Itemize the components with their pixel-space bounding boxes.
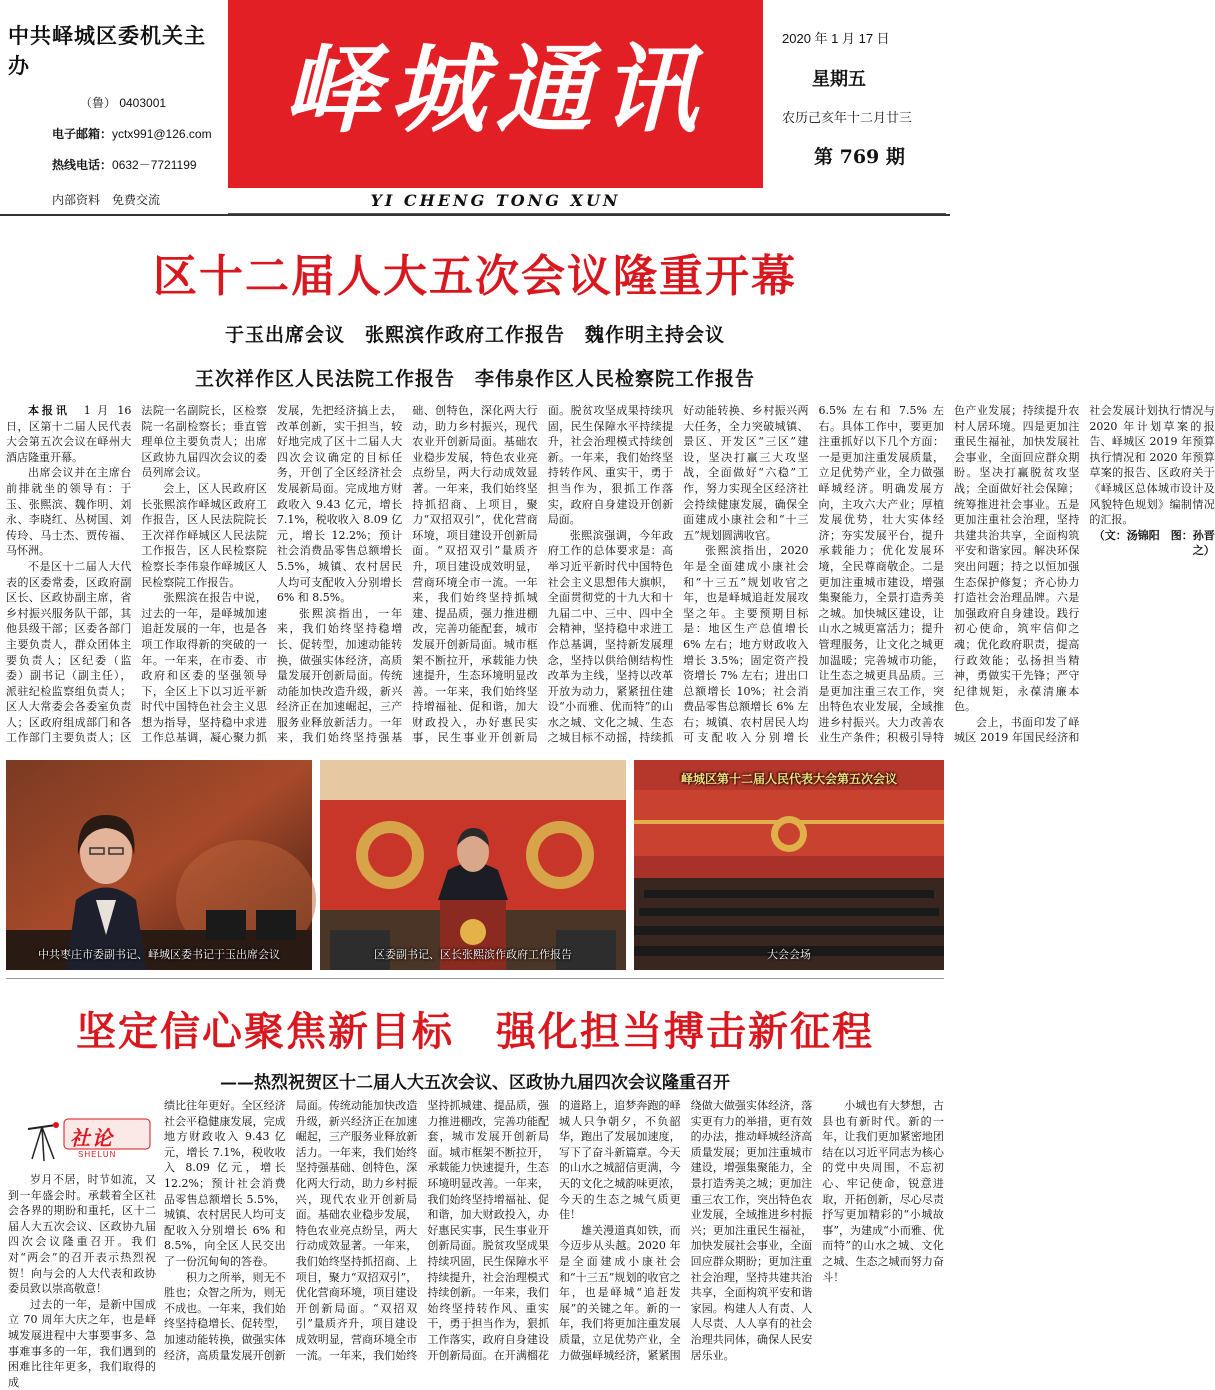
issue-weekday: 星期五 bbox=[812, 69, 866, 90]
email-address: yctx991@126.com bbox=[112, 127, 212, 141]
lead-paragraph: 张熙滨指出，2020 年是全面建成小康社会和“十三五”规划收官之年，也是峄城追赶发展攻坚之年。主要预期目标是：地区生产总值增长 6% 左右；地方财政收入增长 3.5%；固定资产投资增长 7% 左右；进出口总额增长 10%；社会消费品零售总额增长 6% 左右；城镇、农村居民人均可支配收入分别增长 6.5% 左右和 7.5% 左右。具体工作中，要更加注重抓好以下几个方面：一是更加注重发展质量，立足优势产业，全力做强峄城经济。明确发展方向，主攻六大产业；厚植发展优势，壮大实体经济；夯实发展平台，提升承载能力；优化发展环境，全民尊商敬企。二是更加注重城市建设，增强集聚能力，全景打造秀美之城。加快城区建设，让山水之城更富活力；提升管理服务，让文化之城更加温暖；完善城市功能，让生态之城更具品质。三是更加注重三农工作，突出特色农业发展，全域推进乡村振兴。大力改善农业生产条件；积极引导特色产业发展；持续提升农村人居环境。四是更加注重民生福祉，加快发展社会事业，全面回应群众期盼。坚决打赢脱贫攻坚战；全面做好社会保障；统筹推进社会事业。五是更加注重社会治理，坚持共建共治共享，全面构筑平安和谐家园。解决环保突出问题；持之以恒加强生态保护修复；齐心协力打造社会治理品牌。六是加强政府自身建设。践行初心使命，筑牢信仰之魂；优化政府职责，提高行政效能；弘扬担当精神，勇做实干先锋；严守纪律规矩，永葆清廉本色。 bbox=[683, 404, 1080, 745]
lead-subheadline-1: 于玉出席会议 张熙滨作政府工作报告 魏作明主持会议 bbox=[224, 324, 725, 346]
photo-podium-speaker-image bbox=[320, 760, 626, 970]
internal-notice: 内部资料 免费交流 bbox=[52, 193, 161, 207]
lead-paragraph: 张熙滨在报告中说，过去的一年，是峄城加速追赶发展的一年，也是各项工作取得新的突破的一年。一年来，在市委、市政府和区委的坚强领导下，全区上下以习近平新时代中国特色社会主义思想为指导，坚持稳中求进工作总基调，凝心聚力抓发展，先把经济搞上去，改革创新，实干担当，较好地完成了区十二届人大四次会议确定的目标任务，开创了全区经济社会发展新局面。完成地方财政收入 9.43 亿元，增长 7.1%，税收收入 8.09 亿元，增长 12.2%；预计社会消费品零售总额增长 5.5%，城镇、农村居民人均可支配收入分别增长 6% 和 8.5%。 bbox=[141, 404, 403, 745]
photo-yu-yu bbox=[6, 760, 312, 970]
lead-paragraph: 出席会议并在主席台前排就坐的领导有：于玉、张熙滨、魏作明、刘永、李晓红、丛树国、刘传玲、马士杰、贾传福、马怀洲。 bbox=[6, 466, 132, 558]
cn-number: （鲁） 0403001 bbox=[80, 96, 167, 110]
editorial-paragraph: 过去的一年，是新中国成立 70 周年大庆之年，也是峄城发展进程中大事要事多、急事难事多的一年，我们遇到的困难比往年更多，我们取得的成 bbox=[8, 1297, 156, 1389]
photo-banner-3: 峄城区第十二届人民代表大会第五次会议 bbox=[680, 772, 897, 786]
editorial-paragraph: 岁月不居，时节如流，又到一年盛会时。承载着全区社会各界的期盼和重托，区十二届人大五次会议、区政协九届四次会议隆重召开。我们对“两会”的召开表示热烈祝贺！向与会的人大代表和政协委员致以崇高敬意！ bbox=[8, 1173, 156, 1296]
editorial-logo-en: SHELUN bbox=[78, 1150, 117, 1159]
lead-paragraph: 会上，书面印发了峄城区 2019 年国民经济和社会发展计划执行情况与 2020 年计划草案的报告、峄城区 2019 年预算执行情况和 2020 年预算草案的报告、区政府关于《峄城区总体城市设计及风貌特色规划》编制情况的汇报。 bbox=[953, 404, 1215, 745]
editorial-logo-text: 社论 bbox=[70, 1126, 114, 1150]
lunar-date: 农历己亥年十二月廿三 bbox=[782, 110, 913, 125]
editorial-subheadline: ——热烈祝贺区十二届人大五次会议、区政协九届四次会议隆重召开 bbox=[220, 1073, 730, 1093]
lead-paragraph: 不是区十二届人大代表的区委常委，区政府副区长、区政协副主席，省乡村振兴服务队干部，其他县级干部；区委各部门主要负责人，群众团体主要负责人；区纪委（监委）副书记（副主任），派驻纪检监察组负责人；区人大常委会各委室负责人；区政府组成部门和各工作部门主要负责人；区法院一名副院长，区检察院一名副检察长；垂直管理单位主要负责人；出席区政协九届四次会议的委员列席会议。 bbox=[6, 404, 267, 745]
photo-zhang-xibin bbox=[320, 760, 626, 970]
masthead-left-info bbox=[8, 20, 223, 208]
photo-strip bbox=[0, 760, 950, 972]
lead-paragraph: 张熙滨指出，一年来，我们始终坚持稳增长、促转型，加速动能转换，做强实体经济，高质量发展开创新局面。传统动能加快改造升级，新兴经济正在加速崛起，三产服务业释放新活力。一年来，我们始终坚持强基础、创特色，深化两大行动，助力乡村振兴，现代农业开创新局面。基础农业稳步发展，特色农业亮点纷呈，两大行动成效显著。一年来，我们始终坚持抓招商、上项目，聚力“双招双引”，优化营商环境，项目建设开创新局面。“双招双引”量质齐升，项目建设成效明显，营商环境全市一流。一年来，我们始终坚持抓城建、提品质，强力推进棚改，完善功能配套，城市发展开创新局面。城市框架不断拉开，承载能力快速提升，生态环境明显改善。一年来，我们始终坚持增福祉、促和谐，加大财政投入，办好惠民实事，民生事业开创新局面。脱贫攻坚成果持续巩固，民生保障水平持续提升，社会治理模式持续创新。一年来，我们始终坚持转作风、重实干，勇于担当作为，狠抓工作落实，政府自身建设开创新局面。 bbox=[276, 404, 674, 745]
section-divider bbox=[6, 978, 944, 979]
masthead bbox=[0, 0, 950, 216]
editorial-paragraph: 积力之所举，则无不胜也；众智之所为，则无不成也。一年来，我们始终坚持稳增长、促转型，加速动能转换，做强实体经济，高质量发展开创新局面。传统动能加快改造升级，新兴经济正在加速崛起，三产服务业释放新活力。一年来，我们始终坚持强基础、创特色，深化两大行动，助力乡村振兴，现代农业开创新局面。基础农业稳步发展，特色农业亮点纷呈，两大行动成效显著。一年来，我们始终坚持抓招商、上项目，聚力“双招双引”，优化营商环境，项目建设开创新局面。“双招双引”量质齐升，项目建设成效明显，营商环境全市一流。一年来，我们始终坚持抓城建、提品质，强力推进棚改，完善功能配套，城市发展开创新局面。城市框架不断拉开，承载能力快速提升，生态环境明显改善。一年来，我们始终坚持增福祉、促和谐，加大财政投入，办好惠民实事，民生事业开创新局面。脱贫攻坚成果持续巩固，民生保障水平持续提升，社会治理模式持续创新。一年来，我们始终坚持转作风、重实干，勇于担当作为，狠抓工作落实，政府自身建设开创新局面。在开满榴花的道路上，追梦奔跑的峄城人只争朝夕，不负韶华，跑出了发展加速度，写下了奋斗新篇章。今天的山水之城韶信更满，今天的文化之城韵味更浓，今天的生态之城气质更佳！ bbox=[164, 1099, 681, 1362]
byline: 本报讯 bbox=[28, 404, 70, 417]
paper-name: 峄城通讯 bbox=[283, 33, 708, 146]
photo-assembly-hall-image bbox=[634, 760, 944, 970]
lead-headline: 区十二届人大五次会议隆重开幕 bbox=[153, 251, 797, 302]
paper-name-banner bbox=[228, 0, 763, 188]
pinyin-bar bbox=[228, 188, 946, 214]
email-label: 电子邮箱： bbox=[52, 127, 113, 141]
editorial-headline: 坚定信心聚焦新目标 强化担当搏击新征程 bbox=[76, 1008, 874, 1055]
editorial-paragraph: 小城也有大梦想，古县也有新时代。新的一年，让我们更加紧密地团结在以习近平同志为核心的党中央周围，不忘初心、牢记使命，锐意进取，开拓创新，尽心尽责抒写更加精彩的“小城故事”，为建成“小而雅、优而特”的山水之城、文化之城、生态之城而努力奋斗！ bbox=[822, 1099, 944, 1284]
host-organization: 中共峄城区委机关主办 bbox=[8, 23, 206, 78]
issue-number: 第 769 期 bbox=[814, 146, 905, 168]
lead-article-body bbox=[6, 403, 1215, 755]
photo-caption-2: 区委副书记、区长张熙滨作政府工作报告 bbox=[374, 949, 572, 961]
editorial-first-column bbox=[8, 1172, 156, 1389]
email-line bbox=[52, 125, 223, 142]
photo-caption-1: 中共枣庄市委副书记、峄城区委书记于玉出席会议 bbox=[38, 949, 280, 961]
photo-assembly-hall bbox=[634, 760, 944, 970]
lead-paragraph: 会上，区人民政府区长张熙滨作峄城区政府工作报告，区人民法院院长王次祥作峄城区人民法院工作报告，区人民检察院检察长李伟泉作峄城区人民检察院工作报告。 bbox=[141, 481, 267, 589]
phone-label: 热线电话： bbox=[52, 158, 113, 172]
photo-caption-3: 大会会场 bbox=[767, 949, 811, 961]
issue-date: 2020 年 1 月 17 日 bbox=[782, 31, 890, 46]
editorial-body bbox=[164, 1098, 944, 1364]
lead-paragraph: 本报讯 1 月 16 日，区第十二届人民代表大会第五次会议在峄州大酒店隆重开幕。 bbox=[6, 404, 132, 464]
masthead-right-info bbox=[782, 28, 947, 169]
photo-woman-speaker-image bbox=[6, 760, 312, 970]
photo-credit: （文：汤锦阳 图：孙晋之） bbox=[1093, 528, 1215, 558]
lead-paragraph: 张熙滨强调，今年政府工作的总体要求是：高举习近平新时代中国特色社会主义思想伟大旗帜，全面贯彻党的十九大和十九届二中、三中、四中全会精神，坚持稳中求进工作总基调，坚持新发展理念，坚持以供给侧结构性改革为主线，坚持以改革开放为动力，紧紧扭住建设“小而雅、优而特”的山水之城、文化之城、生态之城目标不动摇，持续抓好动能转换、乡村振兴两大任务，全力突破城镇、景区、开发区“三区”建设，坚决打赢三大攻坚战，全面做好“六稳”工作，努力实现全区经济社会持续健康发展，确保全面建成小康社会和“十三五”规划圆满收官。 bbox=[547, 404, 809, 745]
phone-line bbox=[52, 156, 223, 173]
editorial-paragraph: 绩比往年更好。全区经济社会平稳健康发展，完成地方财政收入 9.43 亿元，增长 7.1%，税收收入 8.09 亿元，增长 12.2%；预计社会消费品零售总额增长 5.5%，城镇、农村居民人均可支配收入分别增长 6% 和 8.5%，向全区人民交出了一份沉甸甸的答卷。 bbox=[164, 1099, 286, 1268]
editorial-paragraph: 雄关漫道真如铁，而今迈步从头越。2020 年是全面建成小康社会和“十三五”规划的收官之年，也是峄城“追赶发展”的关键之年。新的一年，我们将更加注重发展质量，立足优势产业，全力做强峄城经济，紧紧围绕做大做强实体经济，落实更有力的举措，更有效的办法，推动峄城经济高质量发展；更加注重城市建设，增强集聚能力，全景打造秀美之城；更加注重三农工作，突出特色农业发展，全域推进乡村振兴；更加注重民生福祉，加快发展社会事业，全面回应群众期盼；更加注重社会治理，坚持共建共治共享，全面构筑平安和谐家园。构建人人有责、人人尽责、人人享有的社会治理共同体，确保人民安居乐业。 bbox=[558, 1099, 813, 1362]
paper-name-pinyin: YI CHENG TONG XUN bbox=[370, 191, 621, 210]
masthead-divider bbox=[0, 214, 950, 216]
lead-subheadline-2: 王次祥作区人民法院工作报告 李伟泉作区人民检察院工作报告 bbox=[194, 368, 755, 390]
phone-number: 0632－7721199 bbox=[112, 158, 197, 172]
